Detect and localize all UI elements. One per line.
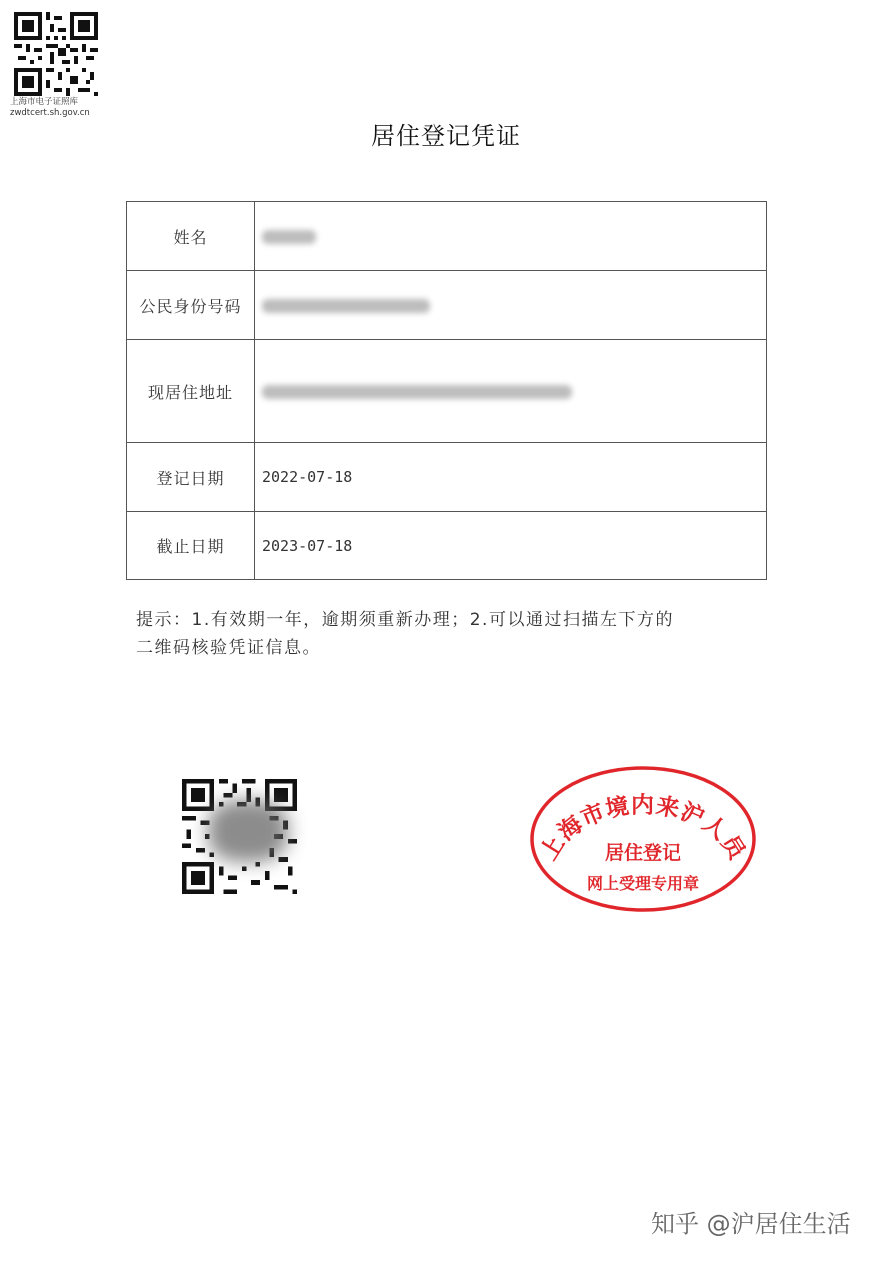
qr-code-top (14, 12, 98, 96)
redacted-name (262, 230, 316, 244)
label-registration-date: 登记日期 (127, 443, 255, 512)
qr-caption-name: 上海市电子证照库 (10, 97, 79, 107)
table-row-reg-date (127, 443, 767, 512)
hint-text (136, 606, 756, 662)
qr-redaction-blur (208, 800, 288, 862)
label-address: 现居住地址 (127, 340, 255, 443)
seal-arc-text: 上海市境内来沪人员 (534, 791, 752, 865)
qr-caption-url: zwdtcert.sh.gov.cn (10, 108, 90, 118)
label-id-number: 公民身份号码 (127, 271, 255, 340)
source-watermark: 知乎 @沪居住生活 (651, 1210, 851, 1238)
label-name: 姓名 (127, 202, 255, 271)
table-row-end-date (127, 512, 767, 580)
seal-line-1: 居住登记 (604, 842, 682, 864)
document-title: 居住登记凭证 (371, 122, 521, 150)
table-row-id (127, 271, 767, 340)
hint-line-1: 提示：1.有效期一年，逾期须重新办理；2.可以通过扫描左下方的 (136, 610, 674, 630)
table-row-address (127, 340, 767, 443)
table-row-name (127, 202, 767, 271)
seal-line-2: 网上受理专用章 (586, 874, 700, 893)
value-id-number (255, 271, 767, 340)
official-seal (529, 765, 757, 913)
value-name (255, 202, 767, 271)
label-expiry-date: 截止日期 (127, 512, 255, 580)
hint-line-2: 二维码核验凭证信息。 (136, 638, 321, 658)
value-address (255, 340, 767, 443)
redacted-address (262, 385, 572, 399)
info-table (126, 201, 767, 580)
redacted-id-number (262, 299, 430, 313)
value-expiry-date: 2023-07-18 (255, 512, 767, 580)
value-registration-date: 2022-07-18 (255, 443, 767, 512)
